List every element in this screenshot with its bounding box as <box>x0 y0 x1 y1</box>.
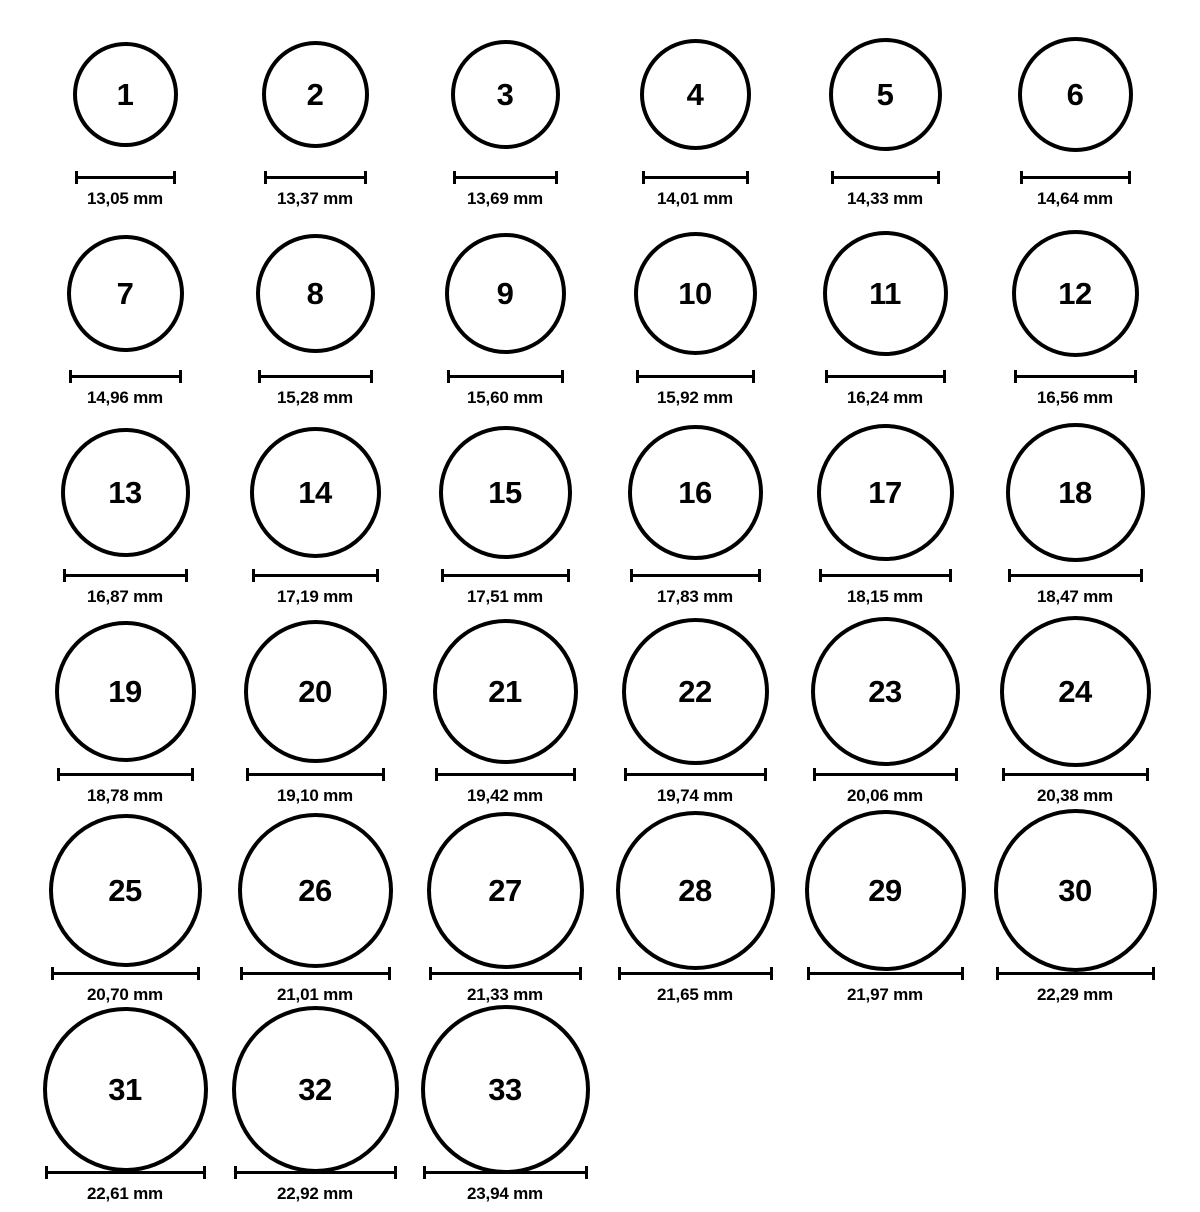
ring-size-number: 30 <box>1058 872 1092 908</box>
ring-size-number: 18 <box>1058 474 1092 510</box>
diameter-value-label: 16,56 mm <box>1037 388 1113 407</box>
ring-size-number: 4 <box>686 76 704 112</box>
ring-size-cell <box>790 416 980 615</box>
ring-size-number: 13 <box>108 474 142 510</box>
ring-circle-wrap <box>61 416 190 568</box>
diameter-value-label: 22,92 mm <box>277 1184 353 1203</box>
ring-circle-wrap <box>433 615 578 767</box>
ring-circle-wrap <box>805 814 966 966</box>
ring-size-number: 2 <box>306 76 324 112</box>
ring-size-cell <box>790 18 980 217</box>
ring-circle-icon <box>445 233 566 354</box>
diameter-measure-bar <box>1014 369 1137 383</box>
ring-circle-wrap <box>829 18 942 170</box>
ring-size-number: 20 <box>298 673 332 709</box>
measure-line-icon <box>441 574 570 577</box>
ring-size-number: 25 <box>108 872 142 908</box>
ring-circle-wrap <box>451 18 560 170</box>
ring-circle-wrap <box>421 1013 590 1165</box>
measure-line-icon <box>69 375 182 378</box>
diameter-value-label: 20,70 mm <box>87 985 163 1004</box>
measure-line-icon <box>1014 375 1137 378</box>
diameter-value-label: 21,97 mm <box>847 985 923 1004</box>
ring-circle-icon <box>73 42 178 147</box>
ring-circle-wrap <box>616 814 775 966</box>
ring-circle-icon <box>43 1007 208 1172</box>
diameter-measure-bar <box>252 568 379 582</box>
ring-circle-icon <box>262 41 369 148</box>
measure-line-icon <box>51 972 200 975</box>
diameter-value-label: 22,61 mm <box>87 1184 163 1203</box>
measure-line-icon <box>429 972 582 975</box>
ring-size-cell <box>220 615 410 814</box>
ring-size-cell <box>790 615 980 814</box>
diameter-value-label: 19,10 mm <box>277 786 353 805</box>
ring-size-cell <box>600 615 790 814</box>
ring-size-number: 9 <box>496 275 514 311</box>
ring-size-number: 6 <box>1066 76 1084 112</box>
ring-size-cell <box>980 18 1170 217</box>
diameter-value-label: 18,47 mm <box>1037 587 1113 606</box>
ring-circle-icon <box>823 231 948 356</box>
diameter-value-label: 16,87 mm <box>87 587 163 606</box>
diameter-measure-bar <box>69 369 182 383</box>
diameter-measure-bar <box>429 966 582 980</box>
ring-size-number: 17 <box>868 474 902 510</box>
ring-circle-icon <box>421 1005 590 1174</box>
ring-circle-wrap <box>823 217 948 369</box>
diameter-measure-bar <box>819 568 952 582</box>
ring-circle-icon <box>250 427 381 558</box>
measure-line-icon <box>246 773 385 776</box>
ring-circle-wrap <box>55 615 196 767</box>
measure-line-icon <box>996 972 1155 975</box>
ring-circle-icon <box>451 40 560 149</box>
diameter-measure-bar <box>57 767 194 781</box>
diameter-value-label: 13,37 mm <box>277 189 353 208</box>
ring-circle-icon <box>1000 616 1151 767</box>
diameter-measure-bar <box>423 1165 588 1179</box>
ring-size-number: 22 <box>678 673 712 709</box>
diameter-measure-bar <box>240 966 391 980</box>
diameter-value-label: 18,78 mm <box>87 786 163 805</box>
ring-size-number: 14 <box>298 474 332 510</box>
ring-circle-wrap <box>1018 18 1133 170</box>
ring-size-number: 28 <box>678 872 712 908</box>
ring-circle-icon <box>829 38 942 151</box>
diameter-value-label: 14,96 mm <box>87 388 163 407</box>
ring-size-number: 27 <box>488 872 522 908</box>
ring-size-number: 3 <box>496 76 514 112</box>
ring-size-number: 29 <box>868 872 902 908</box>
ring-size-cell <box>600 217 790 416</box>
ring-size-cell <box>790 217 980 416</box>
measure-line-icon <box>819 574 952 577</box>
ring-circle-wrap <box>622 615 769 767</box>
ring-size-number: 23 <box>868 673 902 709</box>
diameter-value-label: 15,60 mm <box>467 388 543 407</box>
ring-circle-icon <box>628 425 763 560</box>
ring-circle-icon <box>634 232 757 355</box>
ring-circle-wrap <box>49 814 202 966</box>
ring-size-number: 8 <box>306 275 324 311</box>
ring-size-cell <box>410 18 600 217</box>
diameter-value-label: 17,83 mm <box>657 587 733 606</box>
ring-size-number: 12 <box>1058 275 1092 311</box>
measure-line-icon <box>63 574 188 577</box>
diameter-measure-bar <box>618 966 773 980</box>
ring-size-number: 31 <box>108 1071 142 1107</box>
diameter-measure-bar <box>630 568 761 582</box>
diameter-value-label: 20,06 mm <box>847 786 923 805</box>
measure-line-icon <box>57 773 194 776</box>
diameter-value-label: 13,69 mm <box>467 189 543 208</box>
measure-line-icon <box>234 1171 397 1174</box>
ring-circle-icon <box>616 811 775 970</box>
diameter-measure-bar <box>447 369 564 383</box>
ring-circle-icon <box>640 39 751 150</box>
diameter-value-label: 22,29 mm <box>1037 985 1113 1004</box>
measure-line-icon <box>45 1171 206 1174</box>
diameter-value-label: 14,01 mm <box>657 189 733 208</box>
diameter-value-label: 14,64 mm <box>1037 189 1113 208</box>
diameter-value-label: 21,65 mm <box>657 985 733 1004</box>
ring-circle-icon <box>439 426 572 559</box>
ring-size-cell <box>30 18 220 217</box>
ring-circle-wrap <box>244 615 387 767</box>
ring-size-number: 26 <box>298 872 332 908</box>
diameter-measure-bar <box>435 767 576 781</box>
diameter-measure-bar <box>624 767 767 781</box>
diameter-value-label: 15,92 mm <box>657 388 733 407</box>
ring-circle-icon <box>238 813 393 968</box>
ring-size-cell <box>980 615 1170 814</box>
measure-line-icon <box>825 375 946 378</box>
ring-circle-wrap <box>994 814 1157 966</box>
ring-circle-icon <box>805 810 966 971</box>
diameter-measure-bar <box>45 1165 206 1179</box>
ring-size-number: 19 <box>108 673 142 709</box>
measure-line-icon <box>252 574 379 577</box>
ring-circle-wrap <box>427 814 584 966</box>
ring-size-cell <box>30 217 220 416</box>
ring-size-number: 7 <box>116 275 134 311</box>
ring-circle-wrap <box>811 615 960 767</box>
diameter-measure-bar <box>75 170 176 184</box>
ring-size-number: 11 <box>869 275 901 311</box>
diameter-value-label: 23,94 mm <box>467 1184 543 1203</box>
diameter-measure-bar <box>636 369 755 383</box>
ring-circle-icon <box>256 234 375 353</box>
ring-circle-icon <box>433 619 578 764</box>
ring-size-cell <box>980 217 1170 416</box>
diameter-measure-bar <box>63 568 188 582</box>
measure-line-icon <box>435 773 576 776</box>
diameter-value-label: 19,42 mm <box>467 786 543 805</box>
diameter-value-label: 21,01 mm <box>277 985 353 1004</box>
ring-circle-wrap <box>1012 217 1139 369</box>
ring-circle-wrap <box>628 416 763 568</box>
ring-size-number: 24 <box>1058 673 1092 709</box>
ring-size-cell <box>980 814 1170 1013</box>
ring-circle-wrap <box>1006 416 1145 568</box>
measure-line-icon <box>423 1171 588 1174</box>
ring-size-cell <box>410 217 600 416</box>
ring-size-cell <box>410 416 600 615</box>
ring-size-cell <box>600 18 790 217</box>
measure-line-icon <box>807 972 964 975</box>
diameter-value-label: 18,15 mm <box>847 587 923 606</box>
ring-size-cell <box>220 1013 410 1212</box>
diameter-measure-bar <box>831 170 940 184</box>
diameter-value-label: 21,33 mm <box>467 985 543 1004</box>
ring-size-number: 32 <box>298 1071 332 1107</box>
ring-circle-icon <box>817 424 954 561</box>
ring-size-cell <box>30 615 220 814</box>
diameter-measure-bar <box>453 170 558 184</box>
ring-circle-wrap <box>67 217 184 369</box>
ring-size-cell <box>220 217 410 416</box>
diameter-measure-bar <box>996 966 1155 980</box>
measure-line-icon <box>1002 773 1149 776</box>
measure-line-icon <box>831 176 940 179</box>
ring-circle-wrap <box>232 1013 399 1165</box>
diameter-measure-bar <box>258 369 373 383</box>
measure-line-icon <box>624 773 767 776</box>
measure-line-icon <box>618 972 773 975</box>
measure-line-icon <box>453 176 558 179</box>
ring-circle-icon <box>49 814 202 967</box>
diameter-value-label: 19,74 mm <box>657 786 733 805</box>
diameter-value-label: 17,19 mm <box>277 587 353 606</box>
ring-size-cell <box>30 416 220 615</box>
ring-circle-icon <box>1012 230 1139 357</box>
measure-line-icon <box>636 375 755 378</box>
ring-circle-icon <box>1006 423 1145 562</box>
ring-size-number: 1 <box>116 76 134 112</box>
ring-circle-wrap <box>250 416 381 568</box>
measure-line-icon <box>258 375 373 378</box>
ring-size-cell <box>980 416 1170 615</box>
diameter-measure-bar <box>1008 568 1143 582</box>
ring-size-number: 10 <box>678 275 712 311</box>
ring-circle-icon <box>427 812 584 969</box>
diameter-measure-bar <box>642 170 749 184</box>
ring-size-number: 21 <box>488 673 522 709</box>
ring-size-cell <box>410 1013 600 1212</box>
ring-circle-wrap <box>238 814 393 966</box>
measure-line-icon <box>240 972 391 975</box>
ring-size-number: 33 <box>488 1071 522 1107</box>
diameter-measure-bar <box>441 568 570 582</box>
ring-circle-icon <box>232 1006 399 1173</box>
ring-circle-icon <box>61 428 190 557</box>
diameter-measure-bar <box>264 170 367 184</box>
ring-circle-wrap <box>445 217 566 369</box>
measure-line-icon <box>1008 574 1143 577</box>
ring-circle-wrap <box>262 18 369 170</box>
ring-size-number: 16 <box>678 474 712 510</box>
ring-circle-wrap <box>640 18 751 170</box>
diameter-value-label: 17,51 mm <box>467 587 543 606</box>
ring-circle-wrap <box>256 217 375 369</box>
diameter-measure-bar <box>825 369 946 383</box>
ring-size-cell <box>30 1013 220 1212</box>
ring-circle-wrap <box>43 1013 208 1165</box>
ring-size-cell <box>30 814 220 1013</box>
measure-line-icon <box>642 176 749 179</box>
diameter-value-label: 14,33 mm <box>847 189 923 208</box>
ring-circle-icon <box>811 617 960 766</box>
ring-circle-icon <box>1018 37 1133 152</box>
ring-size-number: 15 <box>488 474 522 510</box>
ring-circle-icon <box>67 235 184 352</box>
measure-line-icon <box>630 574 761 577</box>
ring-circle-wrap <box>73 18 178 170</box>
ring-size-cell <box>600 814 790 1013</box>
diameter-value-label: 13,05 mm <box>87 189 163 208</box>
diameter-value-label: 15,28 mm <box>277 388 353 407</box>
ring-circle-wrap <box>634 217 757 369</box>
ring-circle-icon <box>244 620 387 763</box>
diameter-measure-bar <box>1002 767 1149 781</box>
measure-line-icon <box>813 773 958 776</box>
ring-size-cell <box>220 814 410 1013</box>
diameter-measure-bar <box>246 767 385 781</box>
measure-line-icon <box>1020 176 1131 179</box>
diameter-value-label: 16,24 mm <box>847 388 923 407</box>
diameter-measure-bar <box>813 767 958 781</box>
ring-circle-wrap <box>439 416 572 568</box>
ring-circle-icon <box>55 621 196 762</box>
ring-circle-icon <box>994 809 1157 972</box>
diameter-measure-bar <box>1020 170 1131 184</box>
measure-line-icon <box>75 176 176 179</box>
ring-size-grid <box>30 18 1170 1212</box>
ring-circle-wrap <box>817 416 954 568</box>
ring-size-cell <box>600 416 790 615</box>
ring-circle-icon <box>622 618 769 765</box>
ring-circle-wrap <box>1000 615 1151 767</box>
ring-size-number: 5 <box>876 76 894 112</box>
diameter-measure-bar <box>51 966 200 980</box>
diameter-measure-bar <box>807 966 964 980</box>
diameter-value-label: 20,38 mm <box>1037 786 1113 805</box>
diameter-measure-bar <box>234 1165 397 1179</box>
measure-line-icon <box>264 176 367 179</box>
ring-size-cell <box>790 814 980 1013</box>
ring-size-cell <box>220 18 410 217</box>
ring-size-cell <box>410 615 600 814</box>
measure-line-icon <box>447 375 564 378</box>
ring-size-cell <box>410 814 600 1013</box>
ring-size-cell <box>220 416 410 615</box>
